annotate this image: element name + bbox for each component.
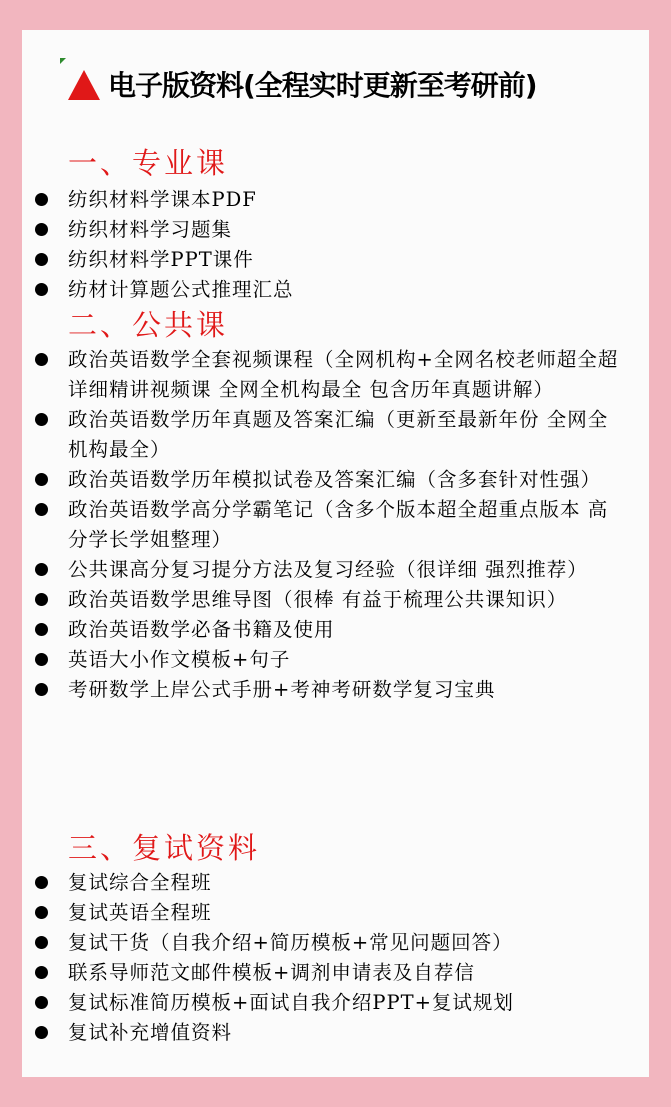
list-item: 复试标准简历模板+面试自我介绍PPT+复试规划 xyxy=(22,988,622,1018)
list-item: 复试综合全程班 xyxy=(22,868,622,898)
bullet-icon xyxy=(35,223,48,236)
section-heading-major: 一、专业课 xyxy=(68,146,229,180)
bullet-icon xyxy=(35,353,48,366)
list-item: 纺织材料学课本PDF xyxy=(22,185,622,215)
bullet-icon xyxy=(35,996,48,1009)
list-item: 英语大小作文模板+句子 xyxy=(22,645,622,675)
list-item: 政治英语数学思维导图（很棒 有益于梳理公共课知识） xyxy=(22,585,622,615)
bullet-icon xyxy=(35,1026,48,1039)
bullet-icon xyxy=(35,283,48,296)
bullet-icon xyxy=(35,966,48,979)
header xyxy=(68,64,537,104)
bullet-icon xyxy=(35,193,48,206)
section-heading-public: 二、公共课 xyxy=(68,308,229,342)
bullet-icon xyxy=(35,623,48,636)
bullet-icon xyxy=(35,936,48,949)
bullet-icon xyxy=(35,413,48,426)
section-heading-retest: 三、复试资料 xyxy=(68,831,261,865)
list-item: 政治英语数学必备书籍及使用 xyxy=(22,615,622,645)
list-item: 政治英语数学全套视频课程（全网机构+全网名校老师超全超详细精讲视频课 全网全机构最全 包含历年真题讲解） xyxy=(22,345,622,405)
list-item: 政治英语数学历年真题及答案汇编（更新至最新年份 全网全机构最全） xyxy=(22,405,622,465)
list-item: 纺织材料学习题集 xyxy=(22,215,622,245)
content-card xyxy=(22,30,649,1077)
list-item: 复试干货（自我介绍+简历模板+常见问题回答） xyxy=(22,928,622,958)
list-item: 考研数学上岸公式手册+考神考研数学复习宝典 xyxy=(22,675,622,705)
list-item: 复试英语全程班 xyxy=(22,898,622,928)
bullet-icon xyxy=(35,653,48,666)
bullet-icon xyxy=(35,253,48,266)
bullet-icon xyxy=(35,876,48,889)
page-title: 电子版资料(全程实时更新至考研前) xyxy=(108,69,537,102)
list-item: 政治英语数学历年模拟试卷及答案汇编（含多套针对性强） xyxy=(22,465,622,495)
list-item: 纺织材料学PPT课件 xyxy=(22,245,622,275)
list-item: 复试补充增值资料 xyxy=(22,1018,622,1048)
red-triangle-icon xyxy=(68,70,100,100)
bullet-icon xyxy=(35,683,48,696)
bullet-icon xyxy=(35,563,48,576)
bullet-icon xyxy=(35,906,48,919)
bullet-icon xyxy=(35,473,48,486)
list-public xyxy=(22,345,622,705)
corner-mark-icon xyxy=(60,58,66,64)
bullet-icon xyxy=(35,503,48,516)
list-item: 纺材计算题公式推理汇总 xyxy=(22,275,622,305)
list-major xyxy=(22,185,622,305)
list-item: 联系导师范文邮件模板+调剂申请表及自荐信 xyxy=(22,958,622,988)
bullet-icon xyxy=(35,593,48,606)
list-item: 公共课高分复习提分方法及复习经验（很详细 强烈推荐） xyxy=(22,555,622,585)
list-retest xyxy=(22,868,622,1048)
list-item: 政治英语数学高分学霸笔记（含多个版本超全超重点版本 高分学长学姐整理） xyxy=(22,495,622,555)
